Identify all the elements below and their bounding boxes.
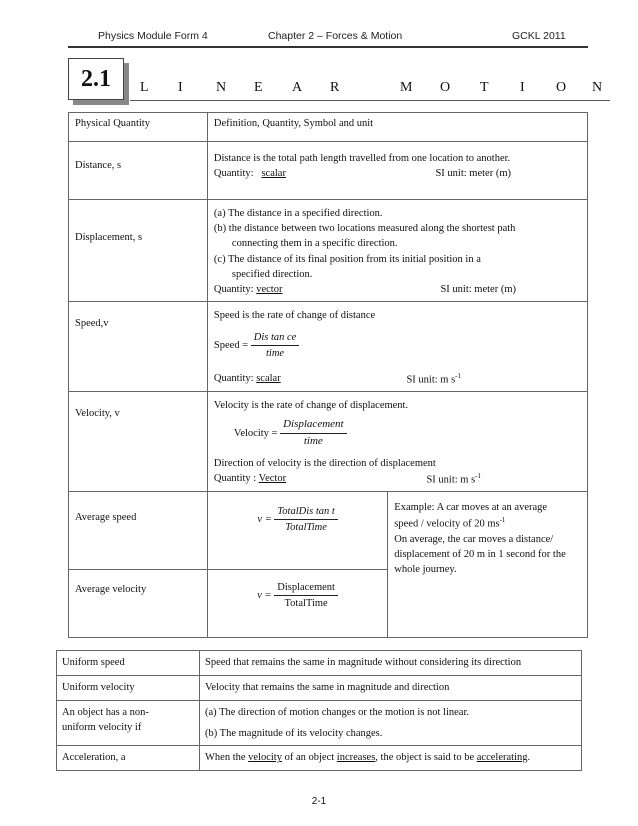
average-speed-lhs: v = bbox=[257, 513, 272, 525]
label-displacement: Displacement, s bbox=[69, 200, 208, 302]
velocity-quantity-label: Quantity : bbox=[213, 473, 257, 484]
title-letter: E bbox=[254, 80, 263, 95]
label-uniform-velocity: Uniform velocity bbox=[57, 676, 200, 701]
title-letter: M bbox=[400, 80, 413, 95]
example-box bbox=[388, 491, 588, 637]
row-displacement bbox=[69, 200, 588, 302]
example-line1: Example: A car moves at an average bbox=[394, 501, 548, 513]
speed-quantity: scalar bbox=[256, 372, 281, 384]
displacement-c: (c) The distance of its final position from its initial position in a bbox=[213, 253, 481, 265]
average-speed-formula bbox=[274, 504, 337, 535]
acc-pre: When the bbox=[205, 752, 249, 764]
average-speed-denominator: TotalTime bbox=[285, 521, 327, 533]
speed-definition: Speed is the rate of change of distance bbox=[213, 310, 376, 322]
displacement-b: (b) the distance between two locations measured along the shortest path bbox=[213, 223, 516, 235]
velocity-eq-lhs: Velocity = bbox=[233, 427, 278, 439]
label-distance: Distance, s bbox=[69, 142, 208, 200]
title-letter: A bbox=[292, 80, 303, 95]
speed-quantity-label: Quantity: bbox=[213, 372, 254, 384]
velocity-numerator: Displacement bbox=[280, 417, 346, 434]
row-average-speed bbox=[69, 491, 588, 569]
average-velocity-lhs: v = bbox=[257, 589, 272, 601]
displacement-quantity-label: Quantity: bbox=[213, 284, 254, 296]
acc-velocity: velocity bbox=[248, 752, 282, 764]
acceleration-text bbox=[200, 746, 582, 771]
average-velocity-formula bbox=[274, 580, 338, 611]
example-line2-exp: -1 bbox=[499, 515, 506, 524]
label-nonuniform-line1: An object has a non- bbox=[62, 707, 149, 718]
distance-definition: Distance is the total path length travelled from one location to another. bbox=[213, 153, 511, 164]
label-average-velocity: Average velocity bbox=[69, 569, 208, 637]
velocity-definition: Velocity is the rate of change of displacement. bbox=[213, 399, 409, 411]
label-average-speed: Average speed bbox=[69, 491, 208, 569]
speed-si-exp: -1 bbox=[455, 371, 461, 380]
acc-mid2: , the object is said to be bbox=[375, 752, 477, 764]
label-nonuniform-line2: uniform velocity if bbox=[62, 722, 142, 734]
displacement-a: (a) The distance in a specified direction. bbox=[213, 208, 383, 219]
title-letter: L bbox=[140, 80, 149, 95]
example-line5: whole journey. bbox=[394, 564, 457, 576]
displacement-quantity: vector bbox=[256, 284, 283, 296]
distance-si: SI unit: meter (m) bbox=[435, 168, 511, 180]
col-header-definition: Definition, Quantity, Symbol and unit bbox=[207, 113, 587, 142]
velocity-denominator: time bbox=[303, 434, 323, 447]
velocity-quantity: Vector bbox=[258, 473, 287, 484]
title-letter: O bbox=[556, 80, 567, 95]
header-school: GCKL 2011 bbox=[512, 30, 566, 42]
title-letter: I bbox=[520, 80, 525, 95]
distance-quantity-label: Quantity: bbox=[213, 168, 254, 180]
velocity-si-exp: -1 bbox=[475, 472, 481, 480]
speed-si: SI unit: m s bbox=[406, 374, 456, 386]
table-header-row bbox=[69, 113, 588, 142]
velocity-si: SI unit: m s bbox=[426, 474, 476, 486]
header-module: Physics Module Form 4 bbox=[98, 30, 208, 42]
row-nonuniform-velocity bbox=[57, 701, 582, 746]
header-chapter: Chapter 2 – Forces & Motion bbox=[268, 30, 403, 42]
speed-formula bbox=[251, 330, 300, 361]
uniform-velocity-text: Velocity that remains the same in magnitude and direction bbox=[200, 676, 582, 701]
row-acceleration bbox=[57, 746, 582, 771]
speed-denominator: time bbox=[266, 347, 285, 359]
example-line4: displacement of 20 m in 1 second for the bbox=[394, 548, 566, 560]
speed-eq-lhs: Speed = bbox=[213, 339, 249, 351]
row-velocity bbox=[69, 391, 588, 491]
title-letter: N bbox=[592, 80, 603, 95]
speed-numerator: Dis tan ce bbox=[251, 330, 300, 346]
uniform-speed-text: Speed that remains the same in magnitude without considering its direction bbox=[200, 651, 582, 676]
average-velocity-numerator: Displacement bbox=[274, 580, 338, 596]
label-speed: Speed,v bbox=[69, 302, 208, 391]
acc-end: . bbox=[527, 752, 531, 764]
average-speed-numerator: TotalDis tan t bbox=[274, 504, 337, 520]
section-number: 2.1 bbox=[68, 58, 124, 100]
distance-quantity: scalar bbox=[261, 168, 286, 180]
row-speed bbox=[69, 302, 588, 391]
title-rule bbox=[130, 100, 610, 101]
average-velocity-denominator: TotalTime bbox=[284, 597, 328, 609]
col-header-quantity: Physical Quantity bbox=[69, 113, 208, 142]
row-uniform-speed bbox=[57, 651, 582, 676]
linear-motion-table bbox=[68, 112, 588, 638]
example-line2: speed / velocity of 20 ms bbox=[394, 518, 500, 530]
displacement-c2: specified direction. bbox=[231, 268, 313, 280]
label-velocity: Velocity, v bbox=[69, 391, 208, 491]
displacement-b2: connecting them in a specific direction. bbox=[231, 238, 398, 250]
title-letter: T bbox=[480, 80, 489, 95]
row-uniform-velocity bbox=[57, 676, 582, 701]
example-line3: On average, the car moves a distance/ bbox=[394, 533, 554, 545]
label-nonuniform bbox=[57, 701, 200, 746]
title-letter: N bbox=[216, 80, 227, 95]
acc-mid1: of an object bbox=[281, 752, 337, 764]
velocity-direction: Direction of velocity is the direction of displacement bbox=[213, 457, 436, 469]
nonuniform-b: (b) The magnitude of its velocity changes. bbox=[205, 728, 383, 740]
row-distance bbox=[69, 142, 588, 200]
label-uniform-speed: Uniform speed bbox=[57, 651, 200, 676]
title-letter: R bbox=[330, 80, 340, 95]
nonuniform-a: (a) The direction of motion changes or the motion is not linear. bbox=[205, 707, 469, 718]
velocity-formula bbox=[280, 417, 346, 450]
title-letter: I bbox=[178, 80, 183, 95]
motion-terms-table bbox=[56, 650, 582, 771]
header-rule bbox=[68, 46, 588, 48]
page-number: 2-1 bbox=[311, 796, 327, 807]
displacement-si: SI unit: meter (m) bbox=[440, 284, 516, 296]
acc-increases: increases bbox=[336, 752, 376, 764]
title-letter: O bbox=[440, 80, 451, 95]
label-acceleration: Acceleration, a bbox=[57, 746, 200, 771]
acc-accelerating: accelerating bbox=[476, 752, 528, 764]
